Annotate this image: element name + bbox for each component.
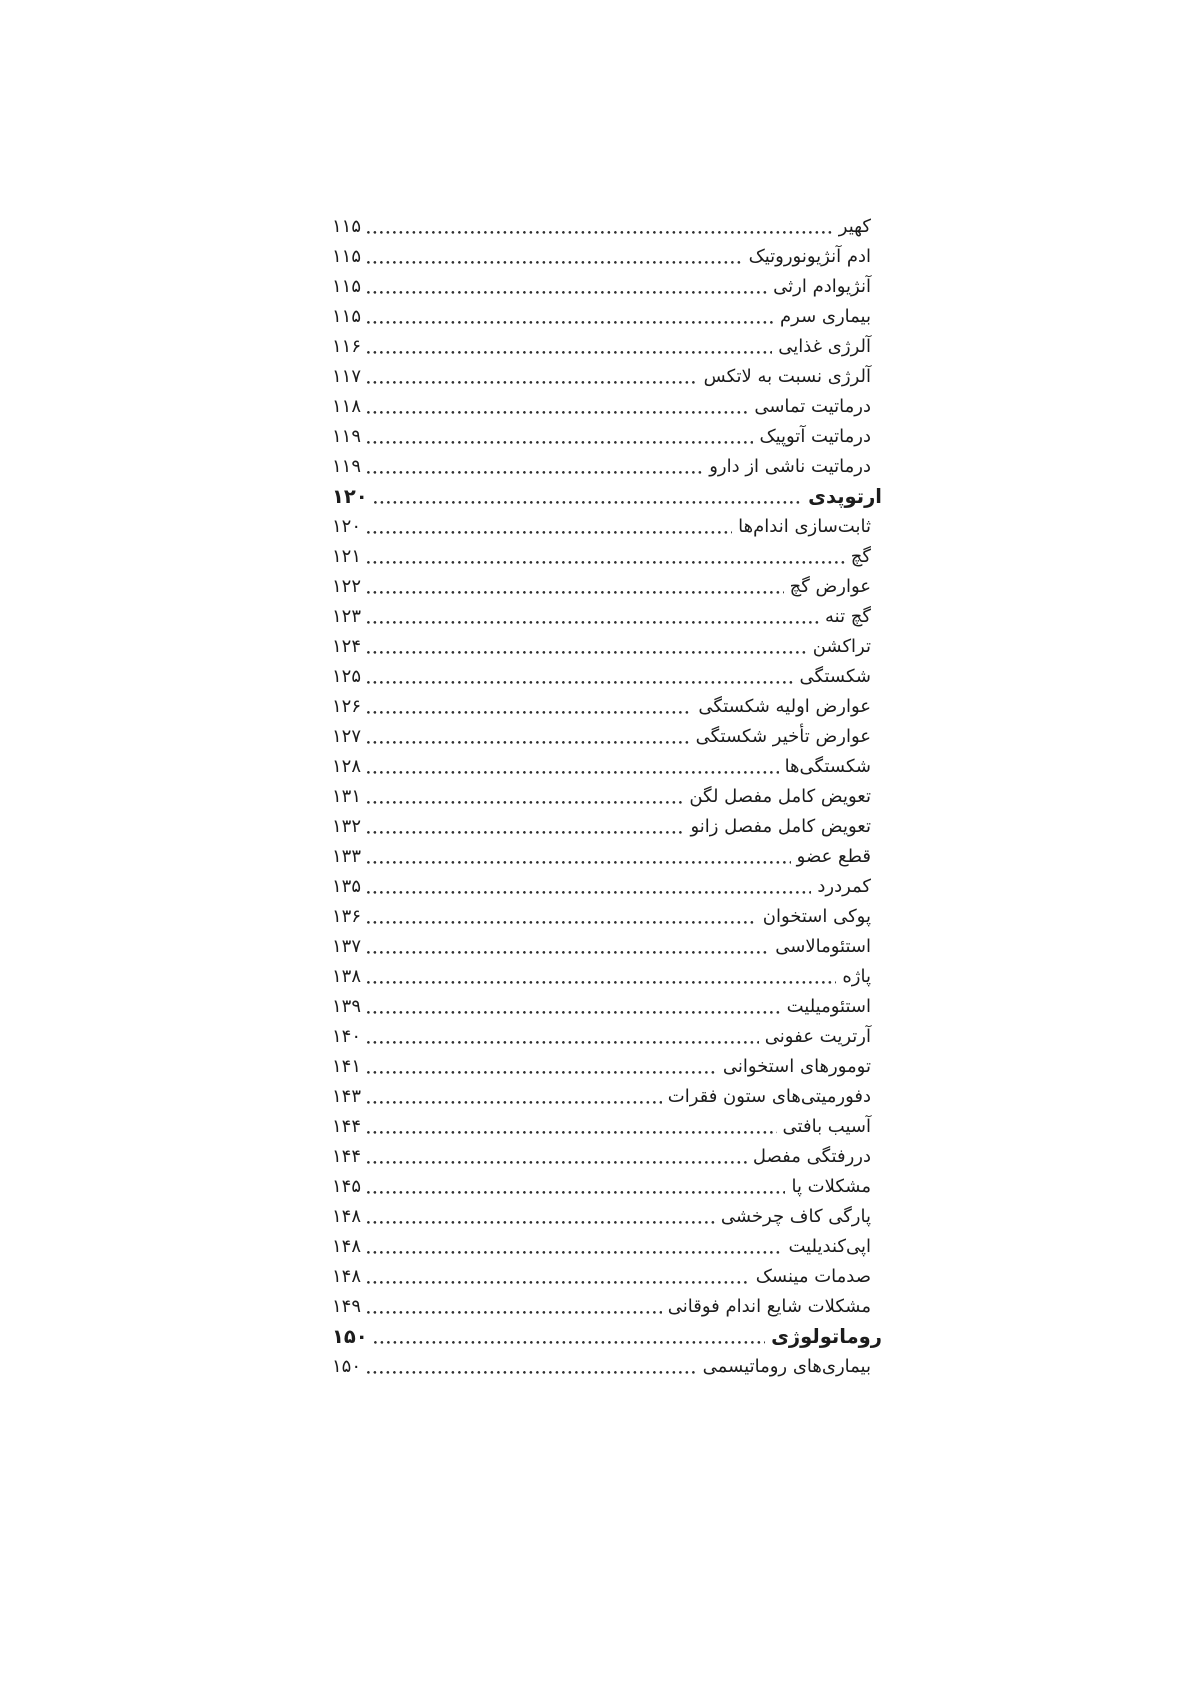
toc-entry-label: ثابت‌سازی اندام‌ها	[738, 516, 871, 537]
toc-row	[332, 692, 882, 722]
toc-entry-page: ۱۱۷	[332, 366, 362, 387]
toc-row	[332, 932, 882, 962]
toc-entry-page: ۱۴۴	[332, 1116, 362, 1137]
toc-entry-label: تعویض کامل مفصل لگن	[689, 786, 871, 807]
toc-row	[332, 812, 882, 842]
toc-entry-page: ۱۴۳	[332, 1086, 362, 1107]
toc-entry-label: عوارض اولیه شکستگی	[698, 696, 871, 717]
toc-entry-page: ۱۳۹	[332, 996, 362, 1017]
toc-entry-page: ۱۲۲	[332, 576, 362, 597]
toc-row	[332, 752, 882, 782]
toc-entry-page: ۱۴۱	[332, 1056, 362, 1077]
toc-entry-label: تراکشن	[812, 636, 871, 657]
toc-entry-page: ۱۴۸	[332, 1266, 362, 1287]
toc-entry-label: قطع عضو	[796, 846, 871, 867]
dotted-leader	[374, 501, 802, 504]
toc-entry-label: پارگی کاف چرخشی	[720, 1206, 871, 1227]
dotted-leader	[367, 951, 769, 954]
toc-entry-label: تعویض کامل مفصل زانو	[690, 816, 871, 837]
toc-entry-page: ۱۲۸	[332, 756, 362, 777]
toc-row	[332, 602, 882, 632]
toc-entry-page: ۱۴۹	[332, 1296, 362, 1317]
toc-entry-page: ۱۳۸	[332, 966, 362, 987]
dotted-leader	[367, 1371, 697, 1374]
toc-row	[332, 1082, 882, 1112]
toc-entry-page: ۱۲۰	[332, 516, 362, 537]
toc-entry-label: گچ تنه	[824, 606, 871, 627]
toc-entry-page: ۱۳۶	[332, 906, 362, 927]
toc-entry-label: کهیر	[838, 216, 871, 237]
dotted-leader	[367, 231, 833, 234]
toc-row	[332, 1022, 882, 1052]
toc-row	[332, 332, 882, 362]
dotted-leader	[367, 831, 684, 834]
dotted-leader	[367, 1101, 662, 1104]
toc-entry-page: ۱۱۵	[332, 246, 362, 267]
toc-row	[332, 1112, 882, 1142]
dotted-leader	[367, 441, 753, 444]
dotted-leader	[367, 261, 743, 264]
toc-row	[332, 1322, 882, 1352]
toc-entry-label: درماتیت تماسی	[754, 396, 871, 417]
toc-row	[332, 722, 882, 752]
toc-entry-page: ۱۱۹	[332, 456, 362, 477]
toc-entry-page: ۱۲۰	[332, 485, 368, 508]
dotted-leader	[367, 1281, 750, 1284]
toc-entry-label: پوکی استخوان	[762, 906, 871, 927]
toc-entry-label: آلرژی غذایی	[778, 336, 871, 357]
toc-row	[332, 1142, 882, 1172]
toc-row	[332, 302, 882, 332]
dotted-leader	[367, 741, 690, 744]
dotted-leader	[367, 681, 794, 684]
toc-entry-page: ۱۳۱	[332, 786, 362, 807]
toc-entry-label: شکستگی‌ها	[784, 756, 871, 777]
dotted-leader	[367, 1191, 785, 1194]
dotted-leader	[367, 1311, 662, 1314]
toc-entry-label: عوارض تأخیر شکستگی	[695, 726, 871, 747]
toc-entry-page: ۱۵۰	[332, 1325, 368, 1348]
toc-entry-page: ۱۴۰	[332, 1026, 362, 1047]
toc-row	[332, 992, 882, 1022]
toc-entry-label: بیماری‌های روماتیسمی	[702, 1356, 871, 1377]
toc-entry-page: ۱۳۲	[332, 816, 362, 837]
toc-row	[332, 512, 882, 542]
dotted-leader	[367, 1071, 717, 1074]
dotted-leader	[367, 1251, 782, 1254]
toc-row	[332, 1052, 882, 1082]
toc-entry-label: استئومالاسی	[775, 936, 871, 957]
toc-entry-label: گچ	[850, 546, 871, 567]
toc-row	[332, 1172, 882, 1202]
toc-entry-label: شکستگی	[799, 666, 871, 687]
toc-row	[332, 842, 882, 872]
toc-entry-page: ۱۲۳	[332, 606, 362, 627]
dotted-leader	[367, 351, 772, 354]
dotted-leader	[367, 291, 767, 294]
toc-entry-page: ۱۱۵	[332, 306, 362, 327]
toc-entry-page: ۱۳۵	[332, 876, 362, 897]
toc-entry-label: آسیب بافتی	[782, 1116, 871, 1137]
toc-entry-page: ۱۱۶	[332, 336, 362, 357]
toc-entry-label: تومورهای استخوانی	[722, 1056, 871, 1077]
toc-row	[332, 872, 882, 902]
toc-row	[332, 452, 882, 482]
dotted-leader	[367, 1041, 759, 1044]
dotted-leader	[367, 1131, 777, 1134]
toc-row	[332, 1202, 882, 1232]
toc-list	[332, 212, 882, 1382]
dotted-leader	[374, 1341, 765, 1344]
toc-row	[332, 542, 882, 572]
toc-entry-page: ۱۲۵	[332, 666, 362, 687]
toc-entry-label: مشکلات شایع اندام فوقانی	[667, 1296, 871, 1317]
toc-entry-page: ۱۲۴	[332, 636, 362, 657]
dotted-leader	[367, 651, 807, 654]
toc-row	[332, 242, 882, 272]
toc-entry-page: ۱۳۳	[332, 846, 362, 867]
dotted-leader	[367, 981, 836, 984]
toc-entry-page: ۱۴۵	[332, 1176, 362, 1197]
toc-entry-label: روماتولوژی	[771, 1325, 882, 1348]
toc-entry-label: کمردرد	[817, 876, 871, 897]
dotted-leader	[367, 711, 692, 714]
toc-entry-page: ۱۲۱	[332, 546, 362, 567]
toc-row	[332, 1352, 882, 1382]
toc-row	[332, 362, 882, 392]
dotted-leader	[367, 561, 845, 564]
dotted-leader	[367, 321, 774, 324]
toc-entry-label: صدمات مینسک	[755, 1266, 871, 1287]
toc-entry-page: ۱۲۷	[332, 726, 362, 747]
toc-entry-page: ۱۱۸	[332, 396, 362, 417]
toc-entry-page: ۱۵۰	[332, 1356, 362, 1377]
toc-entry-label: اپی‌کندیلیت	[788, 1236, 871, 1257]
toc-entry-label: دفورمیتی‌های ستون فقرات	[667, 1086, 871, 1107]
dotted-leader	[367, 861, 791, 864]
toc-entry-page: ۱۳۷	[332, 936, 362, 957]
toc-entry-label: پاژه	[842, 966, 871, 987]
toc-row	[332, 422, 882, 452]
toc-row	[332, 572, 882, 602]
dotted-leader	[367, 411, 748, 414]
toc-entry-label: بیماری سرم	[780, 306, 871, 327]
dotted-leader	[367, 771, 779, 774]
dotted-leader	[367, 1161, 747, 1164]
toc-entry-page: ۱۱۵	[332, 216, 362, 237]
dotted-leader	[367, 1221, 715, 1224]
toc-row	[332, 902, 882, 932]
toc-row	[332, 662, 882, 692]
toc-entry-label: آلرژی نسبت به لاتکس	[703, 366, 871, 387]
toc-entry-label: ارتوپدی	[808, 485, 882, 508]
toc-entry-page: ۱۴۴	[332, 1146, 362, 1167]
toc-row	[332, 212, 882, 242]
toc-entry-label: دررفتگی مفصل	[752, 1146, 871, 1167]
toc-entry-label: آرتریت عفونی	[764, 1026, 871, 1047]
toc-entry-label: درماتیت ناشی از دارو	[709, 456, 871, 477]
toc-entry-label: ادم آنژیونوروتیک	[748, 246, 871, 267]
toc-row	[332, 1262, 882, 1292]
toc-entry-page: ۱۱۵	[332, 276, 362, 297]
dotted-leader	[367, 471, 703, 474]
dotted-leader	[367, 1011, 781, 1014]
toc-row	[332, 632, 882, 662]
toc-entry-page: ۱۱۹	[332, 426, 362, 447]
dotted-leader	[367, 591, 784, 594]
dotted-leader	[367, 531, 732, 534]
toc-entry-page: ۱۴۸	[332, 1236, 362, 1257]
toc-row	[332, 392, 882, 422]
dotted-leader	[367, 891, 811, 894]
toc-row	[332, 1292, 882, 1322]
toc-entry-page: ۱۴۸	[332, 1206, 362, 1227]
dotted-leader	[367, 801, 683, 804]
toc-entry-page: ۱۲۶	[332, 696, 362, 717]
toc-entry-label: استئومیلیت	[786, 996, 871, 1017]
dotted-leader	[367, 381, 698, 384]
toc-row	[332, 272, 882, 302]
toc-entry-label: آنژیوادم ارثی	[773, 276, 871, 297]
toc-entry-label: عوارض گچ	[789, 576, 871, 597]
toc-row	[332, 482, 882, 512]
toc-row	[332, 782, 882, 812]
dotted-leader	[367, 921, 757, 924]
toc-entry-label: مشکلات پا	[791, 1176, 871, 1197]
dotted-leader	[367, 621, 819, 624]
toc-entry-label: درماتیت آتوپیک	[759, 426, 871, 447]
toc-row	[332, 962, 882, 992]
toc-row	[332, 1232, 882, 1262]
